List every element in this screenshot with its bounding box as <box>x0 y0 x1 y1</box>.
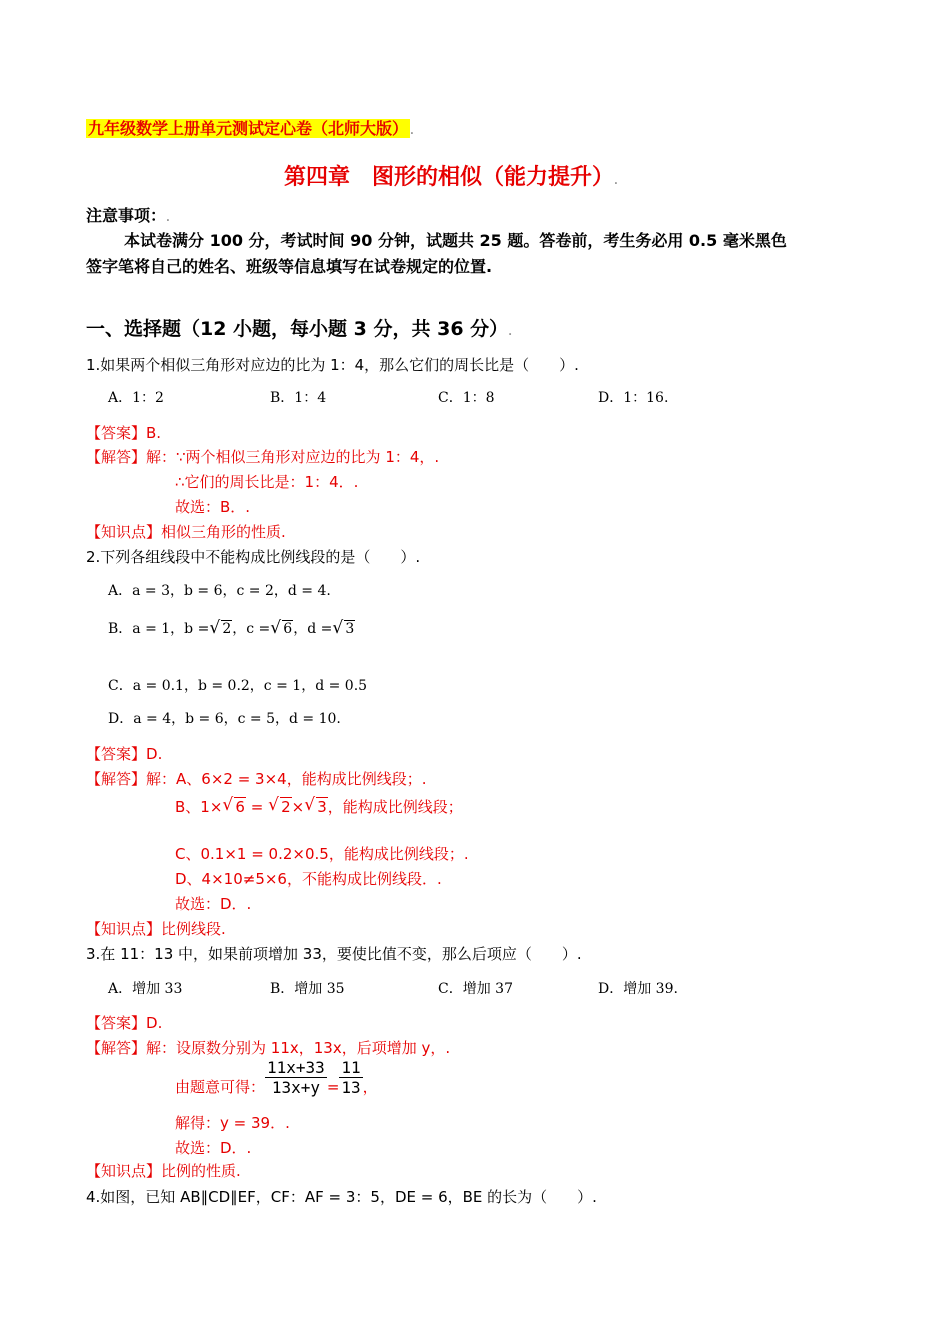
q1-solution-3: 故选：B．. <box>175 498 251 516</box>
q3-knowledge: 【知识点】比例的性质. <box>86 1162 241 1180</box>
sqrt-symbol: √ 6 <box>270 621 293 637</box>
page-title: 第四章 图形的相似（能力提升）. <box>284 165 618 190</box>
q1-answer: 【答案】B. <box>86 424 162 442</box>
question-1-stem: 1.如果两个相似三角形对应边的比为 1：4，那么它们的周长比是（ ）. <box>86 356 579 374</box>
fraction-right: $\frac{11}{13}$ <box>341 1058 361 1097</box>
q3-option-d: D．增加 39. <box>598 981 678 997</box>
notice-label: 注意事项：. <box>86 206 170 225</box>
sqrt-symbol: √ 3 <box>304 798 328 816</box>
q1-option-c: C．1：8 <box>438 390 495 406</box>
q1-option-b: B．1：4 <box>270 390 327 406</box>
notice-line-2: 签字笔将自己的姓名、班级等信息填写在试卷规定的位置. <box>86 257 493 276</box>
q3-solution-3: 解得：y = 39．. <box>175 1114 290 1132</box>
section-heading: 一、选择题（12 小题，每小题 3 分，共 36 分）. <box>86 318 512 340</box>
exam-subtitle: 九年级数学上册单元测试定心卷（北师大版） . <box>88 119 414 138</box>
q2-knowledge: 【知识点】比例线段. <box>86 920 226 938</box>
q3-solution-1: 【解答】解：设原数分别为 11x，13x，后项增加 y，. <box>86 1039 451 1057</box>
q1-knowledge: 【知识点】相似三角形的性质. <box>86 523 286 541</box>
q3-option-c: C．增加 37 <box>438 981 513 997</box>
q1-option-d: D．1：16. <box>598 390 669 406</box>
q3-solution-2: 由题意可得： $\frac{11x+33}{13x+y}$ = $\frac{11}{13}$ ， <box>175 1058 378 1097</box>
q2-solution-1: 【解答】解：A、6×2 = 3×4，能构成比例线段；. <box>86 770 427 788</box>
notice-line-1: 本试卷满分 100 分，考试时间 90 分钟，试题共 25 题。答卷前，考生务必用 0.5 毫米黑色 <box>124 231 787 250</box>
q2-solution-3: C、0.1×1 = 0.2×0.5，能构成比例线段；. <box>175 845 469 863</box>
q2-option-d: D．a = 4，b = 6，c = 5，d = 10. <box>108 711 341 727</box>
question-4-stem: 4.如图，已知 AB∥CD∥EF，CF：AF = 3：5，DE = 6，BE 的长为（ ）. <box>86 1188 597 1206</box>
q2-option-b: B．a = 1，b =√ 2，c =√ 6，d =√ 3 <box>108 618 355 638</box>
sqrt-symbol: √ 2 <box>209 621 232 637</box>
fraction-left: $\frac{11x+33}{13x+y}$ <box>267 1058 325 1097</box>
sqrt-symbol: √ 3 <box>332 621 355 637</box>
q1-solution-1: 【解答】解：∵两个相似三角形对应边的比为 1：4，. <box>86 448 440 466</box>
sqrt-symbol: √ 2 <box>268 798 292 816</box>
q3-option-b: B．增加 35 <box>270 981 345 997</box>
question-2-stem: 2.下列各组线段中不能构成比例线段的是（ ）. <box>86 548 421 566</box>
q2-option-a: A．a = 3，b = 6，c = 2，d = 4. <box>108 583 331 599</box>
q2-solution-5: 故选：D．. <box>175 895 252 913</box>
question-3-stem: 3.在 11：13 中，如果前项增加 33，要使比值不变，那么后项应（ ）. <box>86 945 582 963</box>
q3-option-a: A．增加 33 <box>108 981 183 997</box>
q2-option-c: C．a = 0.1，b = 0.2，c = 1，d = 0.5 <box>108 678 368 694</box>
q1-option-a: A．1：2 <box>108 390 164 406</box>
q2-solution-2: B、1×√ 6 = √ 2×√ 3，能构成比例线段； <box>175 796 463 817</box>
sqrt-symbol: √ 6 <box>222 798 246 816</box>
q1-solution-2: ∴它们的周长比是：1：4．. <box>175 473 359 491</box>
q2-answer: 【答案】D. <box>86 745 163 763</box>
q3-answer: 【答案】D. <box>86 1014 163 1032</box>
q2-solution-4: D、4×10≠5×6，不能构成比例线段．. <box>175 870 442 888</box>
q3-solution-4: 故选：D．. <box>175 1139 252 1157</box>
